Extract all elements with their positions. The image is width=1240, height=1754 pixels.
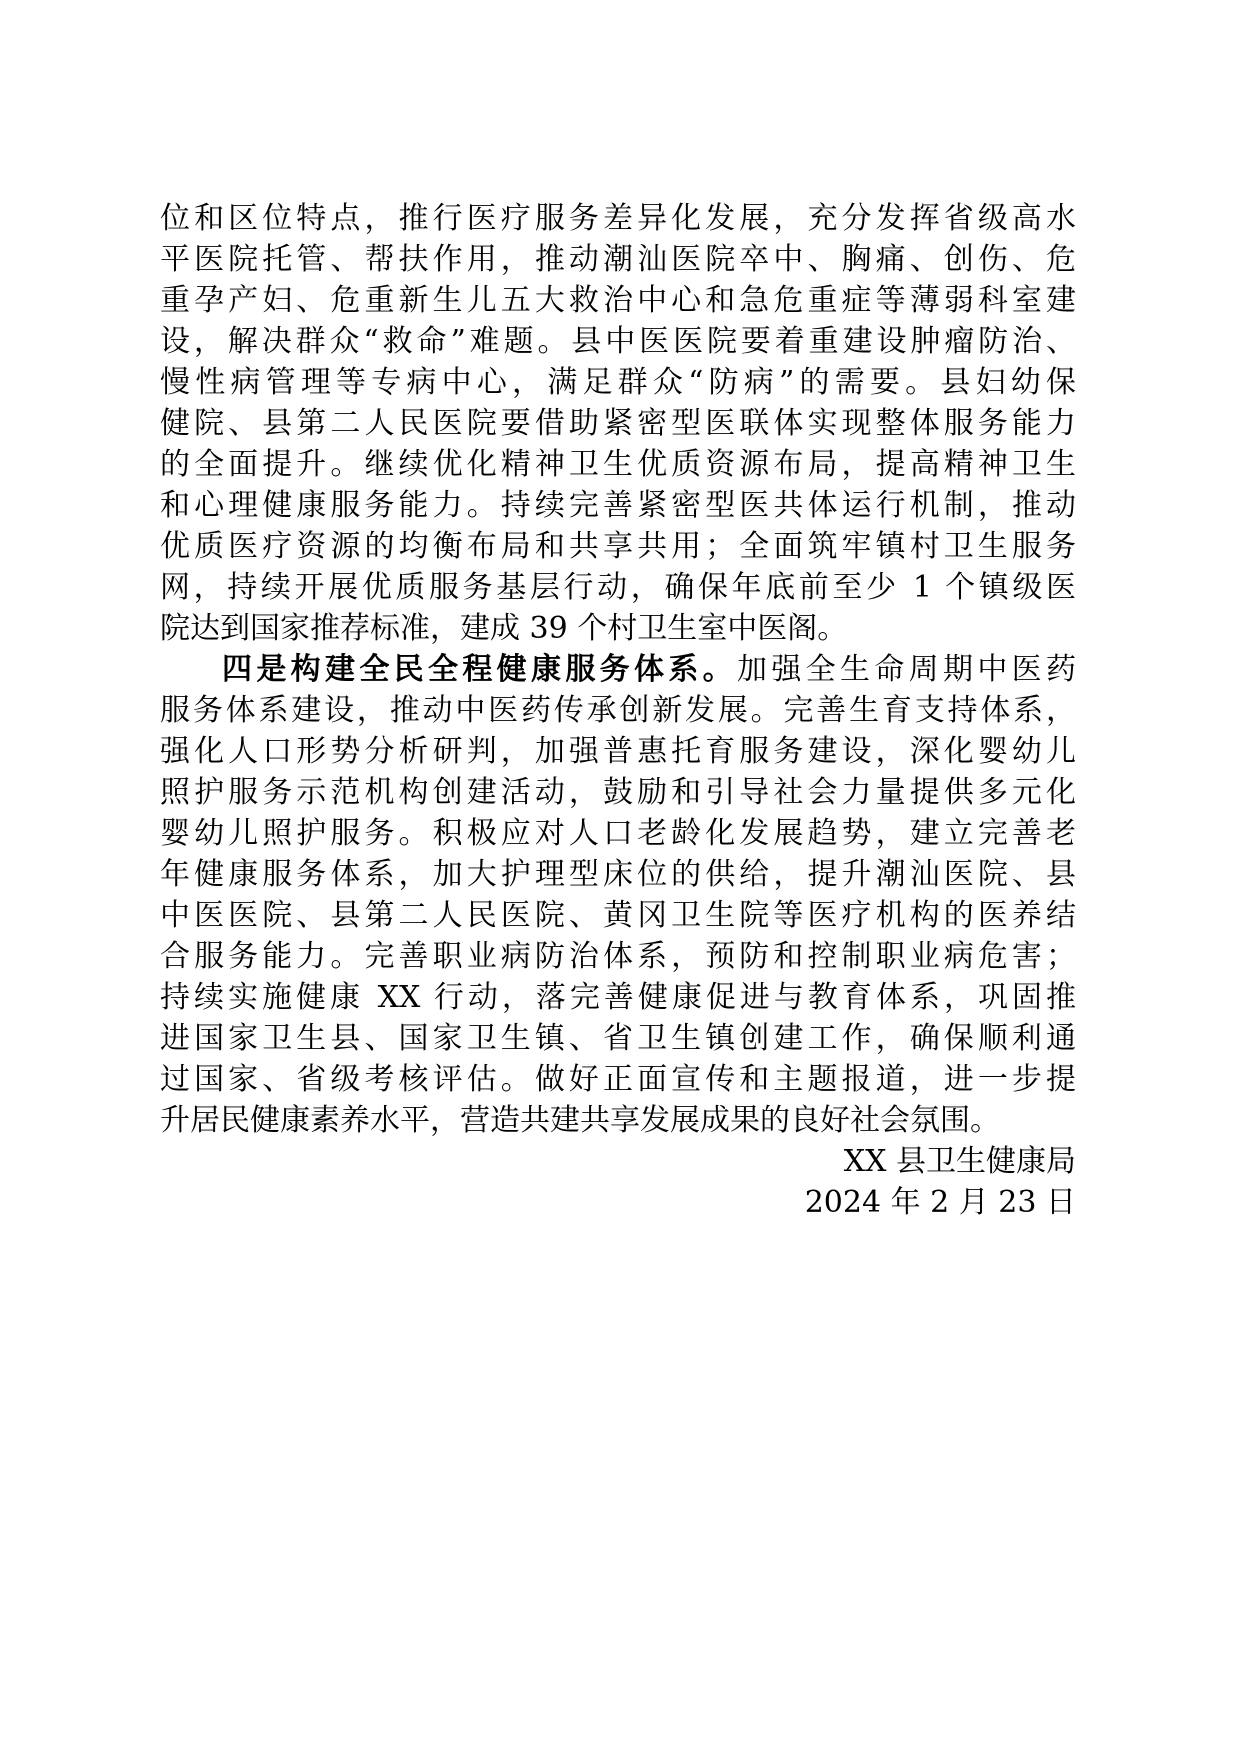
text-line: 院达到国家推荐标准，建成 39 个村卫生室中医阁。	[160, 611, 848, 646]
text-line: 服务体系建设，推动中医药传承创新发展。完善生育支持体系，	[160, 693, 1076, 728]
text-line: 过国家、省级考核评估。做好正面宣传和主题报道，进一步提	[160, 1062, 1076, 1097]
text-line: 平医院托管、帮扶作用，推动潮汕医院卒中、胸痛、创伤、危	[160, 242, 1076, 277]
paragraph-2-first-line	[160, 649, 1076, 690]
text-line: 照护服务示范机构创建活动，鼓励和引导社会力量提供多元化	[160, 775, 1076, 810]
text-line: 优质医疗资源的均衡布局和共享共用；全面筑牢镇村卫生服务	[160, 529, 1076, 564]
text-line: 的全面提升。继续优化精神卫生优质资源布局，提高精神卫生	[160, 447, 1076, 482]
text-line: 持续实施健康 XX 行动，落完善健康促进与教育体系，巩固推	[160, 980, 1076, 1015]
text-line: 网，持续开展优质服务基层行动，确保年底前至少 1 个镇级医	[160, 570, 1076, 605]
text-line: 合服务能力。完善职业病防治体系，预防和控制职业病危害；	[160, 939, 1076, 974]
text-line: 婴幼儿照护服务。积极应对人口老龄化发展趋势，建立完善老	[160, 816, 1076, 851]
section-heading: 四是构建全民全程健康服务体系。	[222, 652, 737, 687]
signature-date: 2024 年 2 月 23 日	[804, 1185, 1076, 1220]
text-line: 重孕产妇、危重新生儿五大救治中心和急危重症等薄弱科室建	[160, 283, 1076, 318]
text-line: 中医医院、县第二人民医院、黄冈卫生院等医疗机构的医养结	[160, 898, 1076, 933]
text-line: 进国家卫生县、国家卫生镇、省卫生镇创建工作，确保顺利通	[160, 1021, 1076, 1056]
signature-organization: XX 县卫生健康局	[843, 1144, 1076, 1179]
document-page	[160, 198, 1076, 1223]
text-line: 强化人口形势分析研判，加强普惠托育服务建设，深化婴幼儿	[160, 734, 1076, 769]
paragraph-1	[160, 198, 1076, 649]
text-line: 慢性病管理等专病中心，满足群众“防病”的需要。县妇幼保	[160, 365, 1076, 400]
paragraph-2	[160, 649, 1076, 1141]
text-line: 升居民健康素养水平，营造共建共享发展成果的良好社会氛围。	[160, 1103, 1000, 1138]
text-line: 健院、县第二人民医院要借助紧密型医联体实现整体服务能力	[160, 406, 1076, 441]
signature-block	[160, 1141, 1076, 1223]
text-line: 年健康服务体系，加大护理型床位的供给，提升潮汕医院、县	[160, 857, 1076, 892]
text-span: 加强全生命周期中医药	[737, 652, 1076, 687]
text-line: 位和区位特点，推行医疗服务差异化发展，充分发挥省级高水	[160, 201, 1076, 236]
text-line: 和心理健康服务能力。持续完善紧密型医共体运行机制，推动	[160, 488, 1076, 523]
text-line: 设，解决群众“救命”难题。县中医医院要着重建设肿瘤防治、	[160, 324, 1076, 359]
